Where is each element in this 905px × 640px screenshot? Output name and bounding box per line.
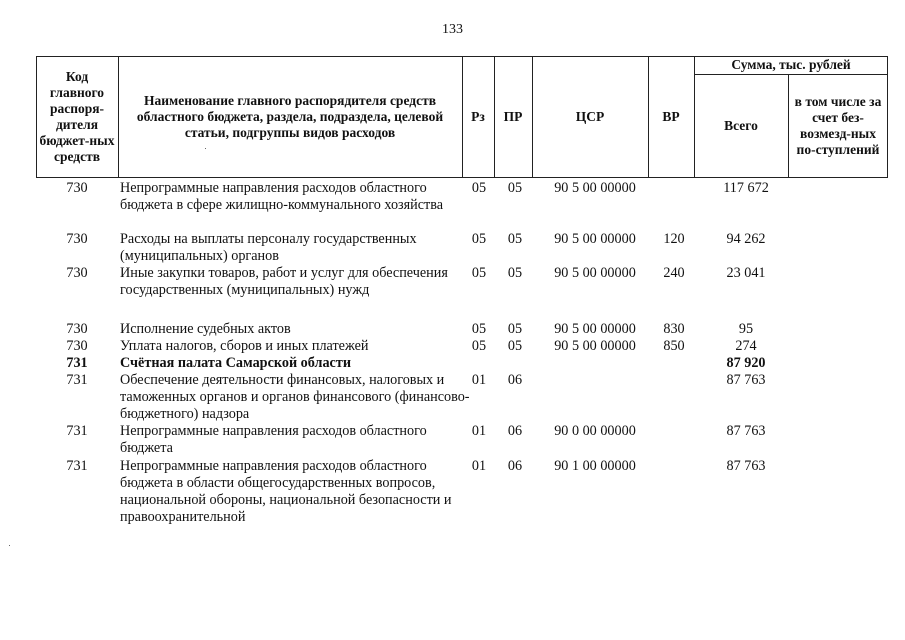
- row-csr: 90 5 00 00000: [554, 265, 636, 281]
- row-name: Непрограммные направления расходов областного бюджета в области общегосударственных вопросов, национальной обороны, национальной безопасности и правоохранительной: [120, 458, 452, 525]
- row-rz: 05: [471, 231, 487, 247]
- row-sum: 87 763: [726, 423, 766, 439]
- row-csr: 90 5 00 00000: [554, 338, 636, 354]
- row-pr: 05: [507, 338, 523, 354]
- row-sum: 87 920: [726, 355, 766, 371]
- row-vr: 850: [663, 338, 685, 354]
- row-name: Непрограммные направления расходов областного бюджета в сфере жилищно-коммунального хозяйства: [120, 180, 444, 213]
- row-pr: 05: [507, 180, 523, 196]
- row-pr: 05: [507, 321, 523, 337]
- header-gratuitous: в том числе за счет без-возмезд-ных по-ступлений: [794, 94, 882, 157]
- row-code: 730: [66, 180, 88, 196]
- row-code: 731: [66, 355, 88, 371]
- header-pr: ПР: [503, 109, 523, 124]
- row-sum: 117 672: [723, 180, 769, 196]
- row-code: 730: [66, 231, 88, 247]
- row-vr: 830: [663, 321, 685, 337]
- row-rz: 05: [471, 265, 487, 281]
- row-pr: 05: [507, 265, 523, 281]
- row-pr: 06: [507, 458, 523, 474]
- header-csr: ЦСР: [575, 109, 605, 124]
- header-code: Код главного распоря-дителя бюджет-ных средств: [39, 69, 115, 164]
- row-sum: 87 763: [726, 372, 766, 388]
- row-rz: 05: [471, 180, 487, 196]
- header-vr: ВР: [662, 109, 680, 124]
- header-sum-group: Сумма, тыс. рублей: [731, 57, 851, 72]
- row-sum: 95: [738, 321, 754, 337]
- table-header: [36, 56, 888, 178]
- scan-speck: [9, 545, 10, 546]
- row-pr: 06: [507, 423, 523, 439]
- row-name: Обеспечение деятельности финансовых, налоговых и таможенных органов и органов финансового (финансово-бюджетного) надзора: [120, 372, 470, 422]
- header-name: Наименование главного распорядителя средств областного бюджета, раздела, подраздела, целевой статьи, подгруппы видов расходов: [136, 93, 444, 140]
- row-pr: 05: [507, 231, 523, 247]
- row-code: 731: [66, 423, 88, 439]
- row-name: Счётная палата Самарской области: [120, 355, 351, 371]
- row-rz: 05: [471, 321, 487, 337]
- row-rz: 01: [471, 458, 487, 474]
- row-code: 730: [66, 338, 88, 354]
- row-code: 731: [66, 458, 88, 474]
- row-sum: 23 041: [726, 265, 766, 281]
- row-rz: 05: [471, 338, 487, 354]
- row-name: Исполнение судебных актов: [120, 321, 291, 337]
- header-total: Всего: [724, 118, 758, 133]
- row-code: 730: [66, 321, 88, 337]
- row-sum: 274: [735, 338, 757, 354]
- row-name: Непрограммные направления расходов областного бюджета: [120, 423, 427, 456]
- row-csr: 90 5 00 00000: [554, 231, 636, 247]
- row-sum: 94 262: [726, 231, 766, 247]
- row-rz: 01: [471, 372, 487, 388]
- scan-speck: [205, 148, 206, 149]
- row-sum: 87 763: [726, 458, 766, 474]
- row-pr: 06: [507, 372, 523, 388]
- row-csr: 90 5 00 00000: [554, 180, 636, 196]
- row-csr: 90 5 00 00000: [554, 321, 636, 337]
- row-code: 731: [66, 372, 88, 388]
- row-rz: 01: [471, 423, 487, 439]
- row-csr: 90 0 00 00000: [554, 423, 636, 439]
- row-vr: 240: [663, 265, 685, 281]
- row-csr: 90 1 00 00000: [554, 458, 636, 474]
- row-code: 730: [66, 265, 88, 281]
- row-name: Иные закупки товаров, работ и услуг для обеспечения государственных (муниципальных) нужд: [120, 265, 448, 298]
- row-vr: 120: [663, 231, 685, 247]
- row-name: Расходы на выплаты персоналу государственных (муниципальных) органов: [120, 231, 417, 264]
- header-rz: Рз: [471, 109, 485, 124]
- page-number: 133: [442, 22, 463, 37]
- row-name: Уплата налогов, сборов и иных платежей: [120, 338, 369, 354]
